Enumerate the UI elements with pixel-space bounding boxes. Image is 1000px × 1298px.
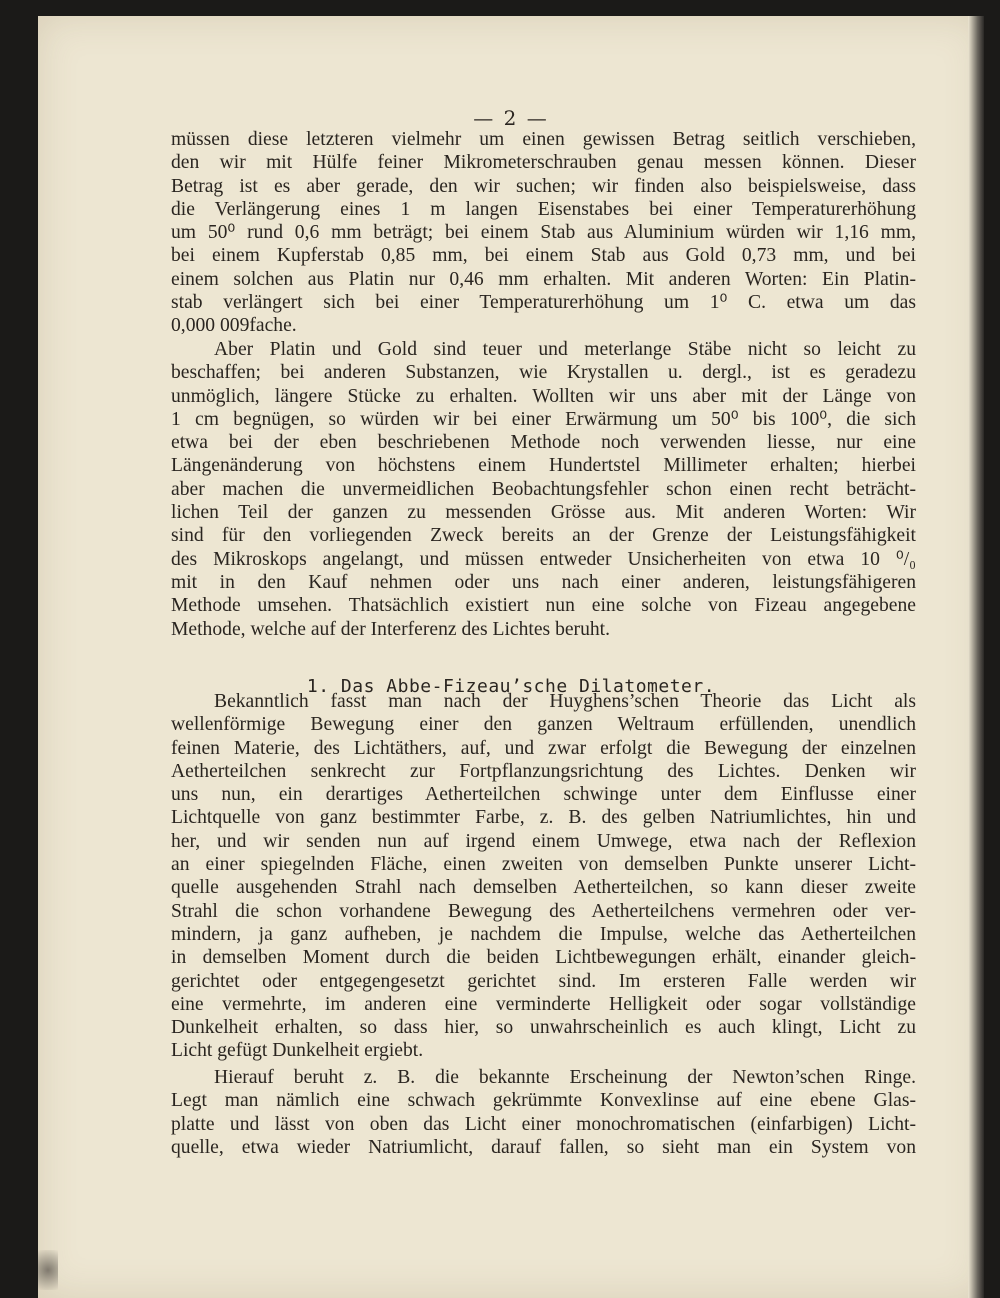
text-line: Betrag ist es aber gerade, den wir suchen; wir finden also beispielsweise, dass	[171, 175, 916, 197]
text-line: Längenänderung von höchstens einem Hundertstel Millimeter erhalten; hierbei	[171, 455, 916, 477]
text-line: her, und wir senden nun auf irgend einem Umwege, etwa nach der Reflexion	[171, 830, 916, 852]
text-line: Strahl die schon vorhandene Bewegung des Aetherteilchens vermehren oder ver-	[171, 900, 916, 922]
text-line: Dunkelheit erhalten, so dass hier, so unwahrscheinlich es auch klingt, Licht zu	[171, 1017, 916, 1039]
text-line: aber machen die unvermeidlichen Beobachtungsfehler schon einen recht beträcht-	[171, 478, 916, 500]
text-line: des Mikroskops angelangt, und müssen entweder Unsicherheiten von etwa 10 ⁰/₀	[171, 548, 916, 570]
text-line: Hierauf beruht z. B. die bekannte Erscheinung der Newton’schen Ringe.	[214, 1067, 916, 1088]
text-line: unmöglich, längere Stücke zu erhalten. Wollten wir uns aber mit der Länge von	[171, 385, 916, 407]
text-line: etwa bei der eben beschriebenen Methode noch verwenden liesse, nur eine	[171, 432, 916, 454]
text-line: mindern, ja ganz aufheben, je nachdem die Impulse, welche das Aetherteilchen	[171, 923, 916, 945]
page-edge	[968, 16, 984, 1298]
text-line: Aetherteilchen senkrecht zur Fortpflanzungsrichtung des Lichtes. Denken wir	[171, 760, 916, 782]
text-line: Bekanntlich fasst man nach der Huyghens’schen Theorie das Licht als	[214, 691, 916, 712]
text-line: feinen Materie, des Lichtäthers, auf, und zwar erfolgt die Bewegung der einzelnen	[171, 737, 916, 759]
text-line: stab verlängert sich bei einer Temperaturerhöhung um 1⁰ C. etwa um das	[171, 292, 916, 314]
paragraph-4	[171, 1066, 916, 1159]
text-line: um 50⁰ rund 0,6 mm beträgt; bei einem Stab aus Aluminium würden wir 1,16 mm,	[171, 222, 916, 244]
text-line: 0,000 009fache.	[171, 315, 297, 337]
text-line: sind für den vorliegenden Zweck bereits an der Grenze der Leistungsfähigkeit	[171, 525, 916, 547]
text-line: platte und lässt von oben das Licht einer monochromatischen (einfarbigen) Licht-	[171, 1113, 916, 1135]
text-line: den wir mit Hülfe feiner Mikrometerschrauben genau messen können. Dieser	[171, 152, 916, 174]
text-line: Legt man nämlich eine schwach gekrümmte Konvexlinse auf eine ebene Glas-	[171, 1090, 916, 1112]
book-page	[38, 16, 984, 1298]
page-number: — 2 —	[473, 106, 549, 130]
text-line: müssen diese letzteren vielmehr um einen gewissen Betrag seitlich verschieben,	[171, 129, 916, 150]
text-line: Methode umsehen. Thatsächlich existiert nun eine solche von Fizeau angegebene	[171, 595, 916, 617]
text-line: Methode, welche auf der Interferenz des Lichtes beruht.	[171, 618, 611, 640]
text-line: lichen Teil der ganzen zu messenden Grösse aus. Mit anderen Worten: Wir	[171, 502, 916, 524]
text-line: an einer spiegelnden Fläche, einen zweiten von demselben Punkte unserer Licht-	[171, 854, 916, 876]
text-line: mit in den Kauf nehmen oder uns nach einer anderen, leistungsfähigeren	[171, 571, 916, 593]
text-line: gerichtet oder entgegengesetzt gerichtet sind. Im ersteren Falle werden wir	[171, 970, 916, 992]
binding-stain	[38, 1250, 58, 1290]
paragraph-3	[171, 690, 916, 1063]
text-line: die Verlängerung eines 1 m langen Eisenstabes bei einer Temperaturerhöhung	[171, 198, 916, 220]
text-line: wellenförmige Bewegung einer den ganzen Weltraum erfüllenden, unendlich	[171, 714, 916, 736]
section-heading: 1. Das Abbe-Fizeau’sche Dilatometer.	[306, 676, 716, 697]
text-line: quelle, etwa wieder Natriumlicht, darauf fallen, so sieht man ein System von	[171, 1136, 916, 1158]
text-line: uns nun, ein derartiges Aetherteilchen schwinge unter dem Einflusse einer	[171, 784, 916, 806]
text-line: Aber Platin und Gold sind teuer und meterlange Stäbe nicht so leicht zu	[214, 339, 916, 360]
text-line: Licht gefügt Dunkelheit ergiebt.	[171, 1040, 424, 1062]
text-line: beschaffen; bei anderen Substanzen, wie Krystallen u. dergl., ist es geradezu	[171, 362, 916, 384]
paragraph-1	[171, 128, 916, 338]
text-line: in demselben Moment durch die beiden Lichtbewegungen erhält, einander gleich-	[171, 947, 916, 969]
text-line: einem solchen aus Platin nur 0,46 mm erhalten. Mit anderen Worten: Ein Platin-	[171, 268, 916, 290]
text-line: Lichtquelle von ganz bestimmter Farbe, z. B. des gelben Natriumlichtes, hin und	[171, 807, 916, 829]
text-line: 1 cm begnügen, so würden wir bei einer Erwärmung um 50⁰ bis 100⁰, die sich	[171, 408, 916, 430]
text-line: eine vermehrte, im anderen eine verminderte Helligkeit oder sogar vollständige	[171, 993, 916, 1015]
text-line: quelle ausgehenden Strahl nach demselben Aetherteilchen, so kann dieser zweite	[171, 877, 916, 899]
paragraph-2	[171, 338, 916, 641]
text-line: bei einem Kupferstab 0,85 mm, bei einem Stab aus Gold 0,73 mm, und bei	[171, 245, 916, 267]
